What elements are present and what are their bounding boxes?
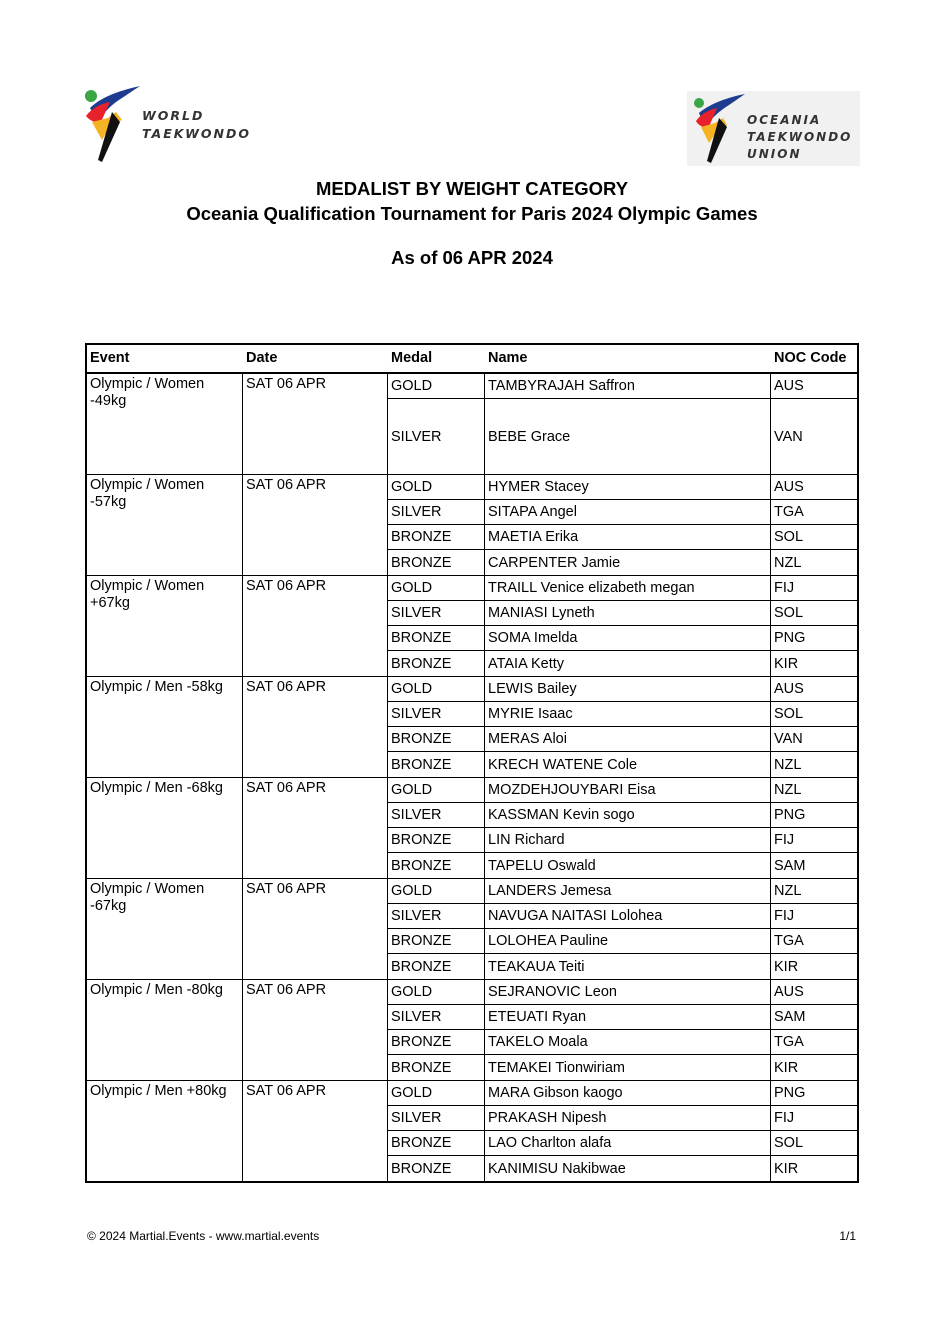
name-cell: TAPELU Oswald xyxy=(485,853,771,878)
medal-cell: SILVER xyxy=(388,601,485,625)
table-row xyxy=(388,752,857,777)
name-cell: MANIASI Lyneth xyxy=(485,601,771,625)
name-cell: MARA Gibson kaogo xyxy=(485,1081,771,1105)
name-cell: TEMAKEI Tionwiriam xyxy=(485,1055,771,1080)
medal-cell: BRONZE xyxy=(388,550,485,575)
name-cell: KASSMAN Kevin sogo xyxy=(485,803,771,827)
event-group xyxy=(87,980,857,1081)
event-group xyxy=(87,778,857,879)
date-cell: SAT 06 APR xyxy=(243,576,388,676)
noc-cell: TGA xyxy=(774,933,804,949)
footer-page-number: 1/1 xyxy=(839,1229,856,1243)
header-noc-code: NOC Code xyxy=(774,350,847,366)
name-cell: MAETIA Erika xyxy=(485,525,771,549)
name-cell: LANDERS Jemesa xyxy=(485,879,771,903)
table-row xyxy=(388,879,857,904)
medal-cell: SILVER xyxy=(388,1106,485,1130)
table-row xyxy=(388,778,857,803)
table-row xyxy=(388,1005,857,1030)
name-cell: ATAIA Ketty xyxy=(485,651,771,676)
table-body xyxy=(87,374,857,1181)
noc-cell: AUS xyxy=(774,984,804,1000)
table-row xyxy=(388,1131,857,1156)
name-cell: NAVUGA NAITASI Lolohea xyxy=(485,904,771,928)
medal-cell: BRONZE xyxy=(388,828,485,852)
medal-cell: SILVER xyxy=(388,500,485,524)
page-subtitle: Oceania Qualification Tournament for Paris 2024 Olympic Games xyxy=(186,203,758,224)
date-cell: SAT 06 APR xyxy=(243,374,388,474)
medal-cell: GOLD xyxy=(388,475,485,499)
event-group xyxy=(87,1081,857,1181)
table-row xyxy=(388,374,857,399)
table-header xyxy=(87,345,857,374)
table-row xyxy=(388,803,857,828)
medal-cell: SILVER xyxy=(388,399,485,474)
medal-cell: GOLD xyxy=(388,778,485,802)
date-cell: SAT 06 APR xyxy=(243,980,388,1080)
name-cell: MYRIE Isaac xyxy=(485,702,771,726)
event-cell: Olympic / Men -80kg xyxy=(87,980,243,1080)
date-cell: SAT 06 APR xyxy=(243,879,388,979)
noc-cell: FIJ xyxy=(774,580,795,596)
medal-cell: BRONZE xyxy=(388,1055,485,1080)
noc-cell: FIJ xyxy=(774,832,795,848)
event-group xyxy=(87,475,857,576)
name-cell: TEAKAUA Teiti xyxy=(485,954,771,979)
noc-cell: VAN xyxy=(774,428,803,445)
as-of-date: As of 06 APR 2024 xyxy=(391,247,553,268)
event-cell: Olympic / Men -68kg xyxy=(87,778,243,878)
table-row xyxy=(388,828,857,853)
noc-cell: KIR xyxy=(774,1160,799,1177)
event-group xyxy=(87,677,857,778)
table-row xyxy=(388,1156,857,1181)
medal-cell: GOLD xyxy=(388,374,485,398)
name-cell: SITAPA Angel xyxy=(485,500,771,524)
world-taekwondo-wordmark: WORLD TAEKWONDO xyxy=(142,108,251,141)
medal-cell: GOLD xyxy=(388,576,485,600)
event-cell: Olympic / Women -57kg xyxy=(87,475,243,575)
noc-cell: VAN xyxy=(774,731,803,747)
table-row xyxy=(388,651,857,676)
oceania-taekwondo-union-logo xyxy=(687,91,860,166)
noc-cell: FIJ xyxy=(774,908,795,924)
date-cell: SAT 06 APR xyxy=(243,677,388,777)
medal-cell: BRONZE xyxy=(388,651,485,676)
medal-cell: BRONZE xyxy=(388,752,485,777)
noc-cell: KIR xyxy=(774,958,799,975)
medal-cell: SILVER xyxy=(388,904,485,928)
table-row xyxy=(388,727,857,752)
table-row xyxy=(388,1030,857,1055)
noc-cell: AUS xyxy=(774,681,804,697)
medal-cell: BRONZE xyxy=(388,525,485,549)
name-cell: CARPENTER Jamie xyxy=(485,550,771,575)
medal-cell: SILVER xyxy=(388,803,485,827)
medal-cell: BRONZE xyxy=(388,1131,485,1155)
table-row xyxy=(388,1081,857,1106)
name-cell: BEBE Grace xyxy=(485,399,771,474)
header-name: Name xyxy=(488,350,528,366)
table-row xyxy=(388,1106,857,1131)
noc-cell: KIR xyxy=(774,655,799,672)
medal-cell: BRONZE xyxy=(388,727,485,751)
header-medal: Medal xyxy=(391,350,433,366)
name-cell: LIN Richard xyxy=(485,828,771,852)
name-cell: LAO Charlton alafa xyxy=(485,1131,771,1155)
medal-cell: BRONZE xyxy=(388,929,485,953)
name-cell: KRECH WATENE Cole xyxy=(485,752,771,777)
noc-cell: SOL xyxy=(774,605,804,621)
name-cell: LEWIS Bailey xyxy=(485,677,771,701)
footer-copyright: © 2024 Martial.Events - www.martial.events xyxy=(87,1229,320,1243)
table-row xyxy=(388,929,857,954)
noc-cell: PNG xyxy=(774,807,806,823)
noc-cell: NZL xyxy=(774,883,802,899)
name-cell: TRAILL Venice elizabeth megan xyxy=(485,576,771,600)
date-cell: SAT 06 APR xyxy=(243,475,388,575)
table-row xyxy=(388,525,857,550)
noc-cell: SAM xyxy=(774,1009,806,1025)
medal-cell: GOLD xyxy=(388,677,485,701)
date-cell: SAT 06 APR xyxy=(243,1081,388,1181)
noc-cell: PNG xyxy=(774,1085,806,1101)
table-row xyxy=(388,626,857,651)
medal-cell: BRONZE xyxy=(388,626,485,650)
noc-cell: SAM xyxy=(774,857,806,874)
medal-cell: BRONZE xyxy=(388,1030,485,1054)
noc-cell: AUS xyxy=(774,479,804,495)
medal-cell: SILVER xyxy=(388,1005,485,1029)
noc-cell: NZL xyxy=(774,756,802,773)
table-row xyxy=(388,601,857,626)
table-row xyxy=(388,954,857,979)
table-row xyxy=(388,475,857,500)
name-cell: MOZDEHJOUYBARI Eisa xyxy=(485,778,771,802)
event-cell: Olympic / Women -49kg xyxy=(87,374,243,474)
noc-cell: SOL xyxy=(774,1135,804,1151)
table-row xyxy=(388,576,857,601)
event-cell: Olympic / Men +80kg xyxy=(87,1081,243,1181)
event-cell: Olympic / Men -58kg xyxy=(87,677,243,777)
table-row xyxy=(388,702,857,727)
medal-cell: SILVER xyxy=(388,702,485,726)
medal-cell: BRONZE xyxy=(388,954,485,979)
noc-cell: TGA xyxy=(774,504,804,520)
event-group xyxy=(87,576,857,677)
name-cell: ETEUATI Ryan xyxy=(485,1005,771,1029)
name-cell: HYMER Stacey xyxy=(485,475,771,499)
event-cell: Olympic / Women +67kg xyxy=(87,576,243,676)
name-cell: TAKELO Moala xyxy=(485,1030,771,1054)
noc-cell: NZL xyxy=(774,554,802,571)
world-taekwondo-logo xyxy=(82,82,262,168)
table-row xyxy=(388,550,857,575)
header-date: Date xyxy=(246,350,278,366)
medalist-table xyxy=(85,343,859,1183)
table-row xyxy=(388,1055,857,1080)
table-row xyxy=(388,399,857,474)
medal-cell: GOLD xyxy=(388,980,485,1004)
table-row xyxy=(388,677,857,702)
table-row xyxy=(388,980,857,1005)
medal-cell: BRONZE xyxy=(388,1156,485,1181)
table-row xyxy=(388,853,857,878)
noc-cell: KIR xyxy=(774,1059,799,1076)
event-group xyxy=(87,879,857,980)
name-cell: SEJRANOVIC Leon xyxy=(485,980,771,1004)
noc-cell: SOL xyxy=(774,706,804,722)
page-title: MEDALIST BY WEIGHT CATEGORY xyxy=(315,178,629,199)
medal-cell: GOLD xyxy=(388,879,485,903)
name-cell: SOMA Imelda xyxy=(485,626,771,650)
noc-cell: AUS xyxy=(774,378,804,394)
table-row xyxy=(388,904,857,929)
name-cell: PRAKASH Nipesh xyxy=(485,1106,771,1130)
name-cell: KANIMISU Nakibwae xyxy=(485,1156,771,1181)
medal-cell: GOLD xyxy=(388,1081,485,1105)
noc-cell: NZL xyxy=(774,782,802,798)
name-cell: TAMBYRAJAH Saffron xyxy=(485,374,771,398)
taekwondo-emblem-icon xyxy=(687,91,747,166)
medal-cell: BRONZE xyxy=(388,853,485,878)
noc-cell: SOL xyxy=(774,529,804,545)
noc-cell: FIJ xyxy=(774,1110,795,1126)
name-cell: MERAS Aloi xyxy=(485,727,771,751)
noc-cell: PNG xyxy=(774,630,806,646)
event-cell: Olympic / Women -67kg xyxy=(87,879,243,979)
noc-cell: TGA xyxy=(774,1034,804,1050)
oceania-taekwondo-union-wordmark: OCEANIA TAEKWONDO UNION xyxy=(747,113,853,161)
name-cell: LOLOHEA Pauline xyxy=(485,929,771,953)
taekwondo-emblem-icon xyxy=(82,82,142,168)
event-group xyxy=(87,374,857,475)
header-event: Event xyxy=(90,350,130,366)
table-row xyxy=(388,500,857,525)
date-cell: SAT 06 APR xyxy=(243,778,388,878)
